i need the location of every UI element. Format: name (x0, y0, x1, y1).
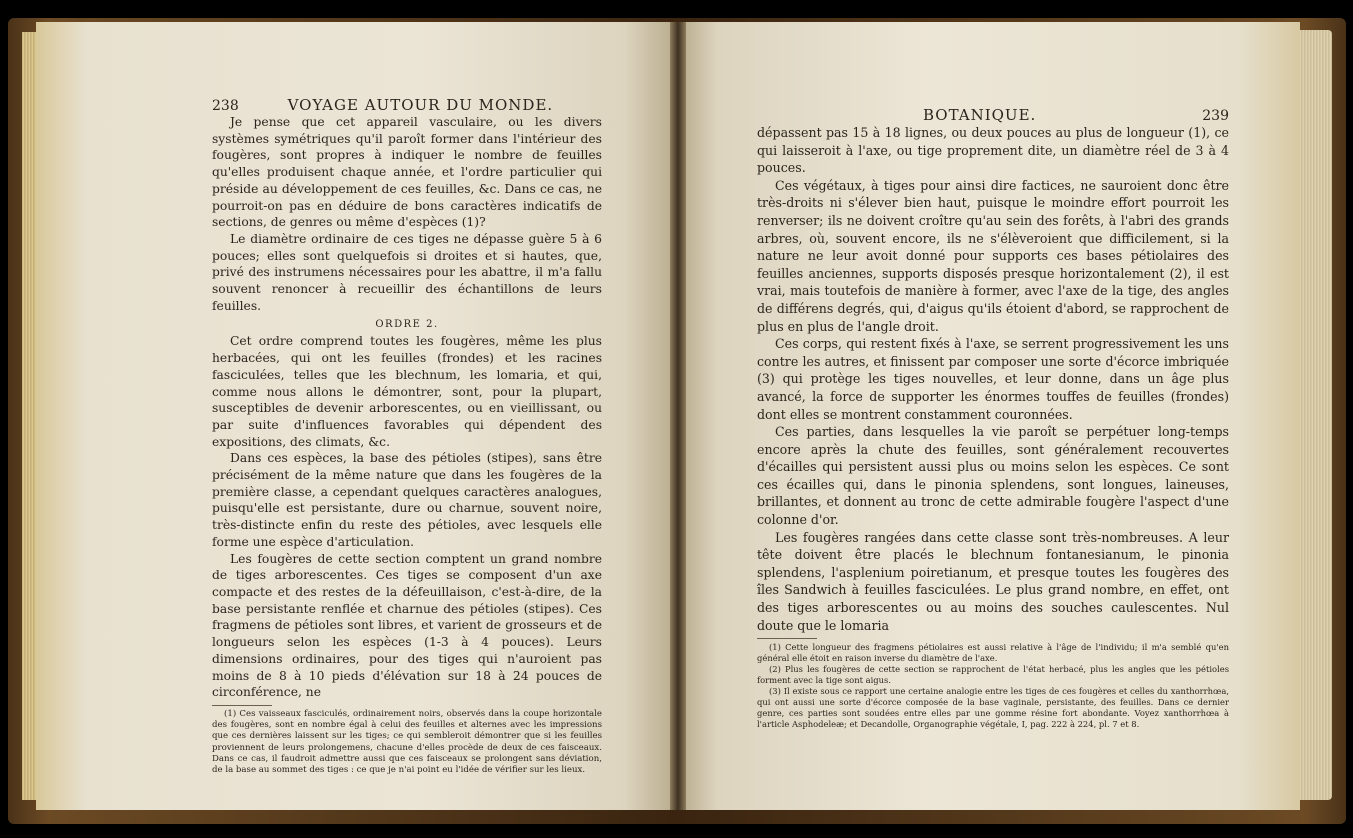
right-paragraph: Ces végétaux, à tiges pour ainsi dire factices, ne sauroient donc être très-droits ni s'élever bien haut, puisque le moindre effort pourroit les renverser; ils ne doivent croître qu'au sein des forêts, à l'abri des grands arbres, où, souvent encore, ils ne s'élèveroient que difficilement, si la nature ne leur avoit donné pour supports ces bases pétiolaires des feuilles anciennes, supports disposés presque horizontalement (2), il est vrai, mais toutefois de manière à former, avec l'axe de la tige, des angles de différens degrés, qui, d'aigus qu'ils étoient d'abord, se rapprochent de plus en plus de l'angle droit. (757, 177, 1229, 334)
right-running-title: BOTANIQUE. (922, 106, 1037, 124)
left-paragraph: Le diamètre ordinaire de ces tiges ne dépasse guère 5 à 6 pouces; elles sont quelquefois si droites et si hautes, que, privé des instrumens nécessaires pour les abattre, il m'a fallu souvent renoncer à recueillir des échantillons de leurs feuilles. (212, 231, 602, 313)
footnote-rule (757, 638, 817, 639)
section-heading: ORDRE 2. (375, 319, 439, 331)
right-paragraph: Les fougères rangées dans cette classe sont très-nombreuses. A leur tête doivent être placés le blechnum fontanesianum, le pinonia splendens, l'asplenium poiretianum, et presque toutes les fougères des îles Sandwich à feuilles fasciculées. Le plus grand nombre, en effet, ont des tiges arborescentes ou au moins des souches caulescentes. Nul doute que le lomaria (757, 529, 1229, 633)
left-running-title: VOYAGE AUTOUR DU MONDE. (287, 96, 554, 114)
right-page-number: 239 (1202, 108, 1229, 124)
right-footnote: (3) Il existe sous ce rapport une certaine analogie entre les tiges de ces fougères et celles du xanthorrhœa, qui ont aussi une sorte d'écorce composée de la base vaginale, persistante, des feuilles. Dans ce dernier genre, ces parties sont soudées entre elles par une gomme résine fort abondante. Voyez xanthorrhœa à l'article Asphodeleæ; et Decandolle, Organographie végétale, I, pag. 222 à 224, pl. 7 et 8. (757, 686, 1229, 730)
left-paragraph: Cet ordre comprend toutes les fougères, même les plus herbacées, qui ont les feuilles (frondes) et les racines fasciculées, telles que les blechnum, les lomaria, et qui, comme nous allons le démontrer, sont, pour la plupart, susceptibles de devenir arborescentes, ou en vieillissant, ou par suite d'influences favorables qui dépendent des expositions, des climats, &c. (212, 334, 602, 449)
left-paragraph: Je pense que cet appareil vasculaire, ou les divers systèmes symétriques qu'il paroît former dans l'intérieur des fougères, sont propres à indiquer le nombre de feuilles qu'elles produisent chaque année, et l'ordre particulier qui préside au développement de ces feuilles, &c. Dans ce cas, ne pourroit-on pas en déduire de bons caractères indicatifs de sections, de genres ou même d'espèces (1)? (212, 115, 602, 230)
right-paragraph: Ces parties, dans lesquelles la vie paroît se perpétuer long-temps encore après la chute des feuilles, sont généralement recouvertes d'écailles qui persistent aussi plus ou moins selon les espèces. Ce sont ces écailles qui, dans le pinonia splendens, sont longues, laineuses, brillantes, et donnent au tronc de cette admirable fougère l'aspect d'une colonne d'or. (757, 424, 1229, 528)
left-page-number: 238 (212, 98, 239, 114)
left-paragraph: Les fougères de cette section comptent un grand nombre de tiges arborescentes. Ces tiges se composent d'un axe compacte et des restes de la défeuillaison, c'est-à-dire, de la base persistante renflée et charnue des pétioles (stipes). Ces fragmens de pétioles sont libres, et varient de grosseurs et de longueurs selon les espèces (1-3 à 4 pouces). Leurs dimensions ordinaires, pour des tiges qui n'auroient pas moins de 8 à 10 pieds d'élévation sur 18 à 24 pouces de circonférence, ne (212, 551, 602, 700)
left-page-text (212, 96, 602, 776)
right-running-head (757, 106, 1229, 124)
right-paragraph: dépassent pas 15 à 18 lignes, ou deux pouces au plus de longueur (1), ce qui laisseroit à l'axe, ou tige proprement dite, un diamètre réel de 3 à 4 pouces. (757, 125, 1229, 176)
right-page-edges (1296, 30, 1332, 800)
left-running-head (212, 96, 602, 114)
right-footnote: (2) Plus les fougères de cette section se rapprochent de l'état herbacé, plus les angles que les pétioles forment avec la tige sont aigus. (757, 664, 1229, 686)
right-page-text (757, 106, 1229, 730)
left-paragraph: Dans ces espèces, la base des pétioles (stipes), sans être précisément de la même nature que dans les fougères de la première classe, a cependant quelques caractères analogues, puisqu'elle est persistante, dure ou charnue, souvent noire, très-distincte enfin du reste des pétioles, avec lesquels elle forme une espèce d'articulation. (212, 451, 602, 549)
left-footnote: (1) Ces vaisseaux fasciculés, ordinairement noirs, observés dans la coupe horizontale des fougères, sont en nombre égal à celui des feuilles et alternes avec les impressions que ces dernières laissent sur les tiges; ce qui sembleroit démontrer que si les feuilles proviennent de leurs prolongemens, chacune d'elles procède de deux de ces faisceaux. Dans ce cas, il faudroit admettre aussi que ces faisceaux se prolongent sans déviation, de la base au sommet des tiges : ce que je n'ai point eu l'idée de vérifier sur les lieux. (212, 708, 602, 775)
footnote-rule (212, 705, 272, 706)
right-footnote: (1) Cette longueur des fragmens pétiolaires est aussi relative à l'âge de l'individu; il m'a semblé qu'en général elle étoit en raison inverse du diamètre de l'axe. (757, 642, 1229, 664)
book-gutter (670, 22, 686, 810)
right-paragraph: Ces corps, qui restent fixés à l'axe, se serrent progressivement les uns contre les autres, et finissent par composer une sorte d'écorce imbriquée (3) qui protège les tiges nouvelles, et leur donne, dans un âge plus avancé, la force de supporter les énormes touffes de feuilles (frondes) dont elles se montrent constamment couronnées. (757, 336, 1229, 422)
